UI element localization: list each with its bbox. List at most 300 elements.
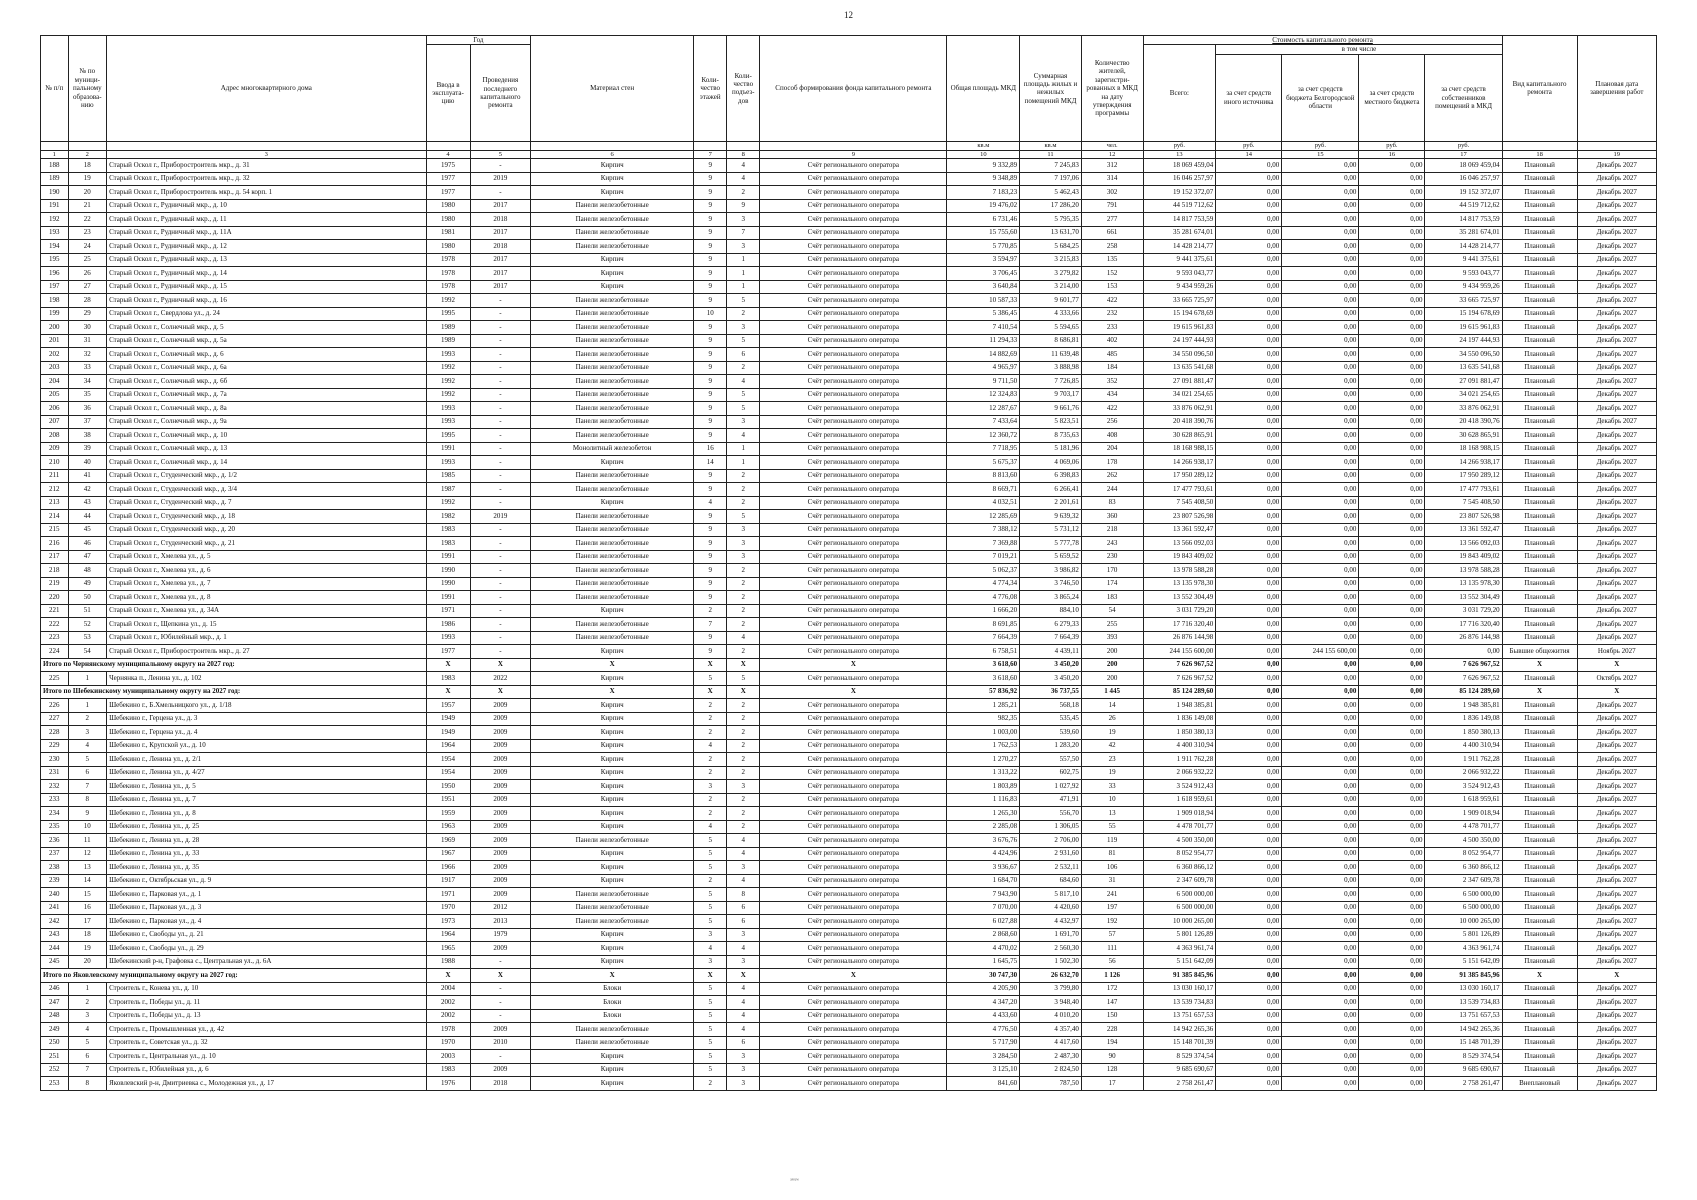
cost-total: 16 046 257,97: [1143, 172, 1216, 186]
row-number: 202: [41, 348, 69, 362]
cost-local: 0,00: [1359, 753, 1425, 767]
repair-kind: Плановый: [1502, 1023, 1577, 1037]
total-area: 3 618,60: [947, 672, 1020, 686]
living-area: 1 502,30: [1020, 955, 1082, 969]
floors: 5: [694, 1036, 727, 1050]
subtotal-label: Итого по Яковлевскому муниципальному округу на 2027 год:: [41, 969, 427, 983]
column-number: 1: [41, 150, 69, 159]
address: Старый Оскол г., Студенческий мкр., д. 7: [107, 496, 426, 510]
repair-kind: Плановый: [1502, 469, 1577, 483]
row-number: 189: [41, 172, 69, 186]
table-row: [41, 834, 1657, 848]
repair-kind: Плановый: [1502, 307, 1577, 321]
wall-material: Кирпич: [531, 793, 694, 807]
repair-kind: Плановый: [1502, 631, 1577, 645]
row-number: 203: [41, 361, 69, 375]
living-area: 6 266,41: [1020, 483, 1082, 497]
year-built: 1982: [426, 510, 470, 524]
repair-kind: Плановый: [1502, 766, 1577, 780]
table-row: [41, 186, 1657, 200]
row-number: 237: [41, 847, 69, 861]
unit: кв.м: [1020, 141, 1082, 150]
mo-number: 8: [68, 793, 107, 807]
fund-method: Счёт регионального оператора: [760, 159, 947, 173]
repair-kind: Плановый: [1502, 496, 1577, 510]
row-number: 231: [41, 766, 69, 780]
entrances: 1: [727, 267, 760, 281]
residents: 150: [1081, 1009, 1143, 1023]
wall-material: X: [531, 969, 694, 983]
entrances: 3: [727, 523, 760, 537]
fund-method: Счёт регионального оператора: [760, 834, 947, 848]
cost-total: 6 500 000,00: [1143, 888, 1216, 902]
residents: 128: [1081, 1063, 1143, 1077]
fund-method: Счёт регионального оператора: [760, 1009, 947, 1023]
table-row: [41, 496, 1657, 510]
table-row: [41, 793, 1657, 807]
total-area: 19 476,02: [947, 199, 1020, 213]
table-row: [41, 753, 1657, 767]
living-area: 8 686,81: [1020, 334, 1082, 348]
cost-other: 0,00: [1216, 267, 1282, 281]
cost-local: 0,00: [1359, 928, 1425, 942]
residents: 230: [1081, 550, 1143, 564]
wall-material: Панели железобетонные: [531, 361, 694, 375]
cost-local: 0,00: [1359, 199, 1425, 213]
entrances: 2: [727, 469, 760, 483]
year-repair: -: [470, 429, 531, 443]
cost-total: 4 478 701,77: [1143, 820, 1216, 834]
row-number: 247: [41, 996, 69, 1010]
table-row: [41, 577, 1657, 591]
cost-regional: 0,00: [1282, 280, 1359, 294]
year-built: 1992: [426, 388, 470, 402]
cost-total: 24 197 444,93: [1143, 334, 1216, 348]
wall-material: Панели железобетонные: [531, 294, 694, 308]
wall-material: Кирпич: [531, 267, 694, 281]
wall-material: Панели железобетонные: [531, 402, 694, 416]
cost-local: 0,00: [1359, 766, 1425, 780]
row-number: 210: [41, 456, 69, 470]
wall-material: Панели железобетонные: [531, 213, 694, 227]
cost-total: 1 911 762,28: [1143, 753, 1216, 767]
planned-date: Декабрь 2027: [1577, 955, 1656, 969]
cost-regional: 0,00: [1282, 537, 1359, 551]
cost-total: 2 347 609,78: [1143, 874, 1216, 888]
floors: 2: [694, 807, 727, 821]
cost-owners: 7 545 408,50: [1425, 496, 1502, 510]
living-area: 2 487,30: [1020, 1050, 1082, 1064]
cost-regional: 0,00: [1282, 253, 1359, 267]
fund-method: Счёт регионального оператора: [760, 375, 947, 389]
fund-method: Счёт регионального оператора: [760, 780, 947, 794]
year-repair: 2018: [470, 240, 531, 254]
total-area: 5 386,45: [947, 307, 1020, 321]
cost-local: 0,00: [1359, 631, 1425, 645]
year-repair: -: [470, 982, 531, 996]
planned-date: Декабрь 2027: [1577, 780, 1656, 794]
cost-local: 0,00: [1359, 861, 1425, 875]
table-row: [41, 1009, 1657, 1023]
living-area: 4 420,60: [1020, 901, 1082, 915]
total-area: 4 776,08: [947, 591, 1020, 605]
wall-material: X: [531, 685, 694, 699]
planned-date: Декабрь 2027: [1577, 901, 1656, 915]
living-area: 17 286,20: [1020, 199, 1082, 213]
repair-kind: X: [1502, 685, 1577, 699]
year-built: 1985: [426, 469, 470, 483]
mo-number: 28: [68, 294, 107, 308]
cost-total: 3 524 912,43: [1143, 780, 1216, 794]
cost-regional: 0,00: [1282, 483, 1359, 497]
floors: 5: [694, 901, 727, 915]
cost-regional: 0,00: [1282, 753, 1359, 767]
address: Старый Оскол г., Приборостроитель мкр., д. 31: [107, 159, 426, 173]
row-number: 250: [41, 1036, 69, 1050]
year-repair: 2009: [470, 753, 531, 767]
total-area: 2 285,08: [947, 820, 1020, 834]
fund-method: Счёт регионального оператора: [760, 1050, 947, 1064]
cost-local: 0,00: [1359, 469, 1425, 483]
floors: 9: [694, 483, 727, 497]
total-area: 4 347,20: [947, 996, 1020, 1010]
table-row: [41, 699, 1657, 713]
living-area: 13 631,70: [1020, 226, 1082, 240]
planned-date: Декабрь 2027: [1577, 334, 1656, 348]
cost-local: 0,00: [1359, 834, 1425, 848]
fund-method: Счёт регионального оператора: [760, 429, 947, 443]
entrances: 8: [727, 888, 760, 902]
total-area: 7 070,00: [947, 901, 1020, 915]
year-repair: 2009: [470, 847, 531, 861]
cost-owners: 7 626 967,52: [1425, 672, 1502, 686]
entrances: 4: [727, 631, 760, 645]
cost-local: 0,00: [1359, 874, 1425, 888]
year-built: 1971: [426, 604, 470, 618]
mo-number: 52: [68, 618, 107, 632]
cost-total: 15 194 678,69: [1143, 307, 1216, 321]
entrances: 4: [727, 375, 760, 389]
fund-method: Счёт регионального оператора: [760, 820, 947, 834]
residents: 42: [1081, 739, 1143, 753]
residents: 200: [1081, 645, 1143, 659]
total-area: 1 270,27: [947, 753, 1020, 767]
mo-number: 10: [68, 820, 107, 834]
mo-number: 1: [68, 699, 107, 713]
cost-regional: 0,00: [1282, 604, 1359, 618]
cost-owners: 13 552 304,49: [1425, 591, 1502, 605]
cost-other: 0,00: [1216, 1063, 1282, 1077]
year-repair: -: [470, 577, 531, 591]
residents: 791: [1081, 199, 1143, 213]
cost-total: 7 545 408,50: [1143, 496, 1216, 510]
cost-owners: 2 758 261,47: [1425, 1077, 1502, 1091]
total-area: 3 706,45: [947, 267, 1020, 281]
repair-kind: Плановый: [1502, 780, 1577, 794]
address: Старый Оскол г., Студенческий мкр., д. 20: [107, 523, 426, 537]
floors: 9: [694, 591, 727, 605]
residents: 228: [1081, 1023, 1143, 1037]
address: Старый Оскол г., Хмелева ул., д. 34А: [107, 604, 426, 618]
mo-number: 45: [68, 523, 107, 537]
floors: 9: [694, 469, 727, 483]
column-number: 15: [1282, 150, 1359, 159]
table-row: [41, 1077, 1657, 1091]
cost-local: 0,00: [1359, 388, 1425, 402]
row-number: 191: [41, 199, 69, 213]
year-built: 2003: [426, 1050, 470, 1064]
mo-number: 12: [68, 847, 107, 861]
residents: 152: [1081, 267, 1143, 281]
total-area: 12 360,72: [947, 429, 1020, 443]
year-repair: -: [470, 523, 531, 537]
planned-date: Декабрь 2027: [1577, 402, 1656, 416]
row-number: 193: [41, 226, 69, 240]
planned-date: Декабрь 2027: [1577, 604, 1656, 618]
row-number: 212: [41, 483, 69, 497]
repair-kind: Плановый: [1502, 915, 1577, 929]
entrances: 3: [727, 213, 760, 227]
entrances: 3: [727, 1063, 760, 1077]
entrances: 4: [727, 1023, 760, 1037]
row-number: 208: [41, 429, 69, 443]
year-repair: -: [470, 294, 531, 308]
cost-owners: 26 876 144,98: [1425, 631, 1502, 645]
cost-local: 0,00: [1359, 942, 1425, 956]
planned-date: Декабрь 2027: [1577, 199, 1656, 213]
residents: 302: [1081, 186, 1143, 200]
cost-regional: 0,00: [1282, 969, 1359, 983]
column-number: 9: [760, 150, 947, 159]
entrances: 4: [727, 996, 760, 1010]
cost-owners: 19 843 409,02: [1425, 550, 1502, 564]
cost-local: 0,00: [1359, 996, 1425, 1010]
cost-other: 0,00: [1216, 429, 1282, 443]
table-row: [41, 631, 1657, 645]
address: Шебекино г., Ленина ул., д. 33: [107, 847, 426, 861]
cost-regional: 0,00: [1282, 348, 1359, 362]
table-row: [41, 537, 1657, 551]
fund-method: Счёт регионального оператора: [760, 510, 947, 524]
planned-date: Декабрь 2027: [1577, 564, 1656, 578]
residents: 31: [1081, 874, 1143, 888]
cost-local: 0,00: [1359, 226, 1425, 240]
planned-date: Декабрь 2027: [1577, 1036, 1656, 1050]
cost-other: 0,00: [1216, 402, 1282, 416]
column-number: 17: [1425, 150, 1502, 159]
cost-total: 30 628 865,91: [1143, 429, 1216, 443]
row-number: 229: [41, 739, 69, 753]
cost-owners: 13 539 734,83: [1425, 996, 1502, 1010]
entrances: 2: [727, 699, 760, 713]
fund-method: Счёт регионального оператора: [760, 645, 947, 659]
floors: 9: [694, 172, 727, 186]
cost-total: 244 155 600,00: [1143, 645, 1216, 659]
row-number: 234: [41, 807, 69, 821]
wall-material: Панели железобетонные: [531, 631, 694, 645]
page-number: 12: [844, 10, 853, 20]
cost-other: 0,00: [1216, 199, 1282, 213]
year-built: 1983: [426, 523, 470, 537]
cost-total: 13 030 160,17: [1143, 982, 1216, 996]
year-repair: 2009: [470, 1063, 531, 1077]
cost-regional: 0,00: [1282, 739, 1359, 753]
table-row: [41, 213, 1657, 227]
cost-owners: 15 148 701,39: [1425, 1036, 1502, 1050]
total-area: 1 684,70: [947, 874, 1020, 888]
cost-owners: 5 801 126,89: [1425, 928, 1502, 942]
residents: 178: [1081, 456, 1143, 470]
cost-local: 0,00: [1359, 604, 1425, 618]
cost-owners: 44 519 712,62: [1425, 199, 1502, 213]
wall-material: Панели железобетонные: [531, 334, 694, 348]
planned-date: Декабрь 2027: [1577, 294, 1656, 308]
mo-number: 2: [68, 712, 107, 726]
fund-method: Счёт регионального оператора: [760, 267, 947, 281]
repair-kind: Плановый: [1502, 739, 1577, 753]
floors: 9: [694, 645, 727, 659]
year-repair: 2009: [470, 888, 531, 902]
cost-other: 0,00: [1216, 496, 1282, 510]
mo-number: 46: [68, 537, 107, 551]
year-repair: -: [470, 348, 531, 362]
total-area: 1 762,53: [947, 739, 1020, 753]
cost-other: 0,00: [1216, 915, 1282, 929]
table-row: [41, 334, 1657, 348]
year-repair: 2009: [470, 834, 531, 848]
fund-method: Счёт регионального оператора: [760, 901, 947, 915]
year-repair: 2010: [470, 1036, 531, 1050]
table-row: [41, 604, 1657, 618]
year-built: 1978: [426, 280, 470, 294]
year-built: 1978: [426, 267, 470, 281]
cost-local: 0,00: [1359, 280, 1425, 294]
cost-owners: 13 135 978,30: [1425, 577, 1502, 591]
cost-total: 2 066 932,22: [1143, 766, 1216, 780]
header-address: Адрес многоквартирного дома: [107, 36, 426, 142]
column-number: 7: [694, 150, 727, 159]
wall-material: Панели железобетонные: [531, 550, 694, 564]
table-row: [41, 199, 1657, 213]
cost-total: 17 716 320,40: [1143, 618, 1216, 632]
address: Старый Оскол г., Солнечный мкр., д. 5: [107, 321, 426, 335]
table-row: [41, 469, 1657, 483]
row-number: 194: [41, 240, 69, 254]
wall-material: Кирпич: [531, 874, 694, 888]
total-area: 5 717,90: [947, 1036, 1020, 1050]
mo-number: 37: [68, 415, 107, 429]
year-built: 1950: [426, 780, 470, 794]
repair-kind: Плановый: [1502, 712, 1577, 726]
floors: 2: [694, 874, 727, 888]
cost-owners: 9 593 043,77: [1425, 267, 1502, 281]
fund-method: Счёт регионального оператора: [760, 766, 947, 780]
wall-material: Панели железобетонные: [531, 429, 694, 443]
cost-regional: 0,00: [1282, 321, 1359, 335]
floors: 7: [694, 618, 727, 632]
residents: 243: [1081, 537, 1143, 551]
mo-number: 43: [68, 496, 107, 510]
entrances: 3: [727, 240, 760, 254]
floors: 9: [694, 294, 727, 308]
cost-other: 0,00: [1216, 537, 1282, 551]
year-repair: 2017: [470, 199, 531, 213]
living-area: 3 450,20: [1020, 658, 1082, 672]
fund-method: Счёт регионального оператора: [760, 1063, 947, 1077]
year-built: 1980: [426, 213, 470, 227]
table-row: [41, 483, 1657, 497]
cost-other: 0,00: [1216, 942, 1282, 956]
total-area: 12 285,69: [947, 510, 1020, 524]
address: Шебекино г., Ленина ул., д. 28: [107, 834, 426, 848]
living-area: 9 639,32: [1020, 510, 1082, 524]
total-area: 10 587,33: [947, 294, 1020, 308]
floors: 10: [694, 307, 727, 321]
total-area: 9 711,50: [947, 375, 1020, 389]
cost-local: 0,00: [1359, 1036, 1425, 1050]
fund-method: Счёт регионального оператора: [760, 483, 947, 497]
table-row: [41, 874, 1657, 888]
cost-total: 34 550 096,50: [1143, 348, 1216, 362]
year-repair: 2018: [470, 1077, 531, 1091]
floors: 2: [694, 699, 727, 713]
planned-date: Декабрь 2027: [1577, 159, 1656, 173]
floors: 9: [694, 510, 727, 524]
cost-other: 0,00: [1216, 226, 1282, 240]
cost-regional: 0,00: [1282, 429, 1359, 443]
living-area: 5 181,96: [1020, 442, 1082, 456]
total-area: 841,60: [947, 1077, 1020, 1091]
row-number: 205: [41, 388, 69, 402]
floors: X: [694, 969, 727, 983]
address: Старый Оскол г., Солнечный мкр., д. 7а: [107, 388, 426, 402]
cost-other: 0,00: [1216, 928, 1282, 942]
residents: 14: [1081, 699, 1143, 713]
total-area: 4 424,96: [947, 847, 1020, 861]
address: Шебекино г., Ленина ул., д. 7: [107, 793, 426, 807]
row-number: 196: [41, 267, 69, 281]
repair-kind: Плановый: [1502, 226, 1577, 240]
repair-kind: Плановый: [1502, 334, 1577, 348]
table-row: [41, 780, 1657, 794]
wall-material: Панели железобетонные: [531, 415, 694, 429]
total-area: 3 618,60: [947, 658, 1020, 672]
mo-number: 39: [68, 442, 107, 456]
fund-method: Счёт регионального оператора: [760, 699, 947, 713]
cost-local: 0,00: [1359, 1063, 1425, 1077]
year-repair: -: [470, 537, 531, 551]
cost-owners: 4 478 701,77: [1425, 820, 1502, 834]
floors: 2: [694, 712, 727, 726]
living-area: 9 601,77: [1020, 294, 1082, 308]
floors: 5: [694, 888, 727, 902]
living-area: 5 795,35: [1020, 213, 1082, 227]
repair-kind: Плановый: [1502, 1009, 1577, 1023]
cost-total: 13 552 304,49: [1143, 591, 1216, 605]
planned-date: Декабрь 2027: [1577, 537, 1656, 551]
planned-date: Декабрь 2027: [1577, 280, 1656, 294]
cost-total: 10 000 265,00: [1143, 915, 1216, 929]
floors: 4: [694, 942, 727, 956]
table-row: [41, 996, 1657, 1010]
cost-regional: 0,00: [1282, 915, 1359, 929]
entrances: 2: [727, 496, 760, 510]
cost-owners: 6 500 000,00: [1425, 901, 1502, 915]
year-built: 1980: [426, 199, 470, 213]
living-area: 5 777,78: [1020, 537, 1082, 551]
residents: 277: [1081, 213, 1143, 227]
cost-total: 2 758 261,47: [1143, 1077, 1216, 1091]
